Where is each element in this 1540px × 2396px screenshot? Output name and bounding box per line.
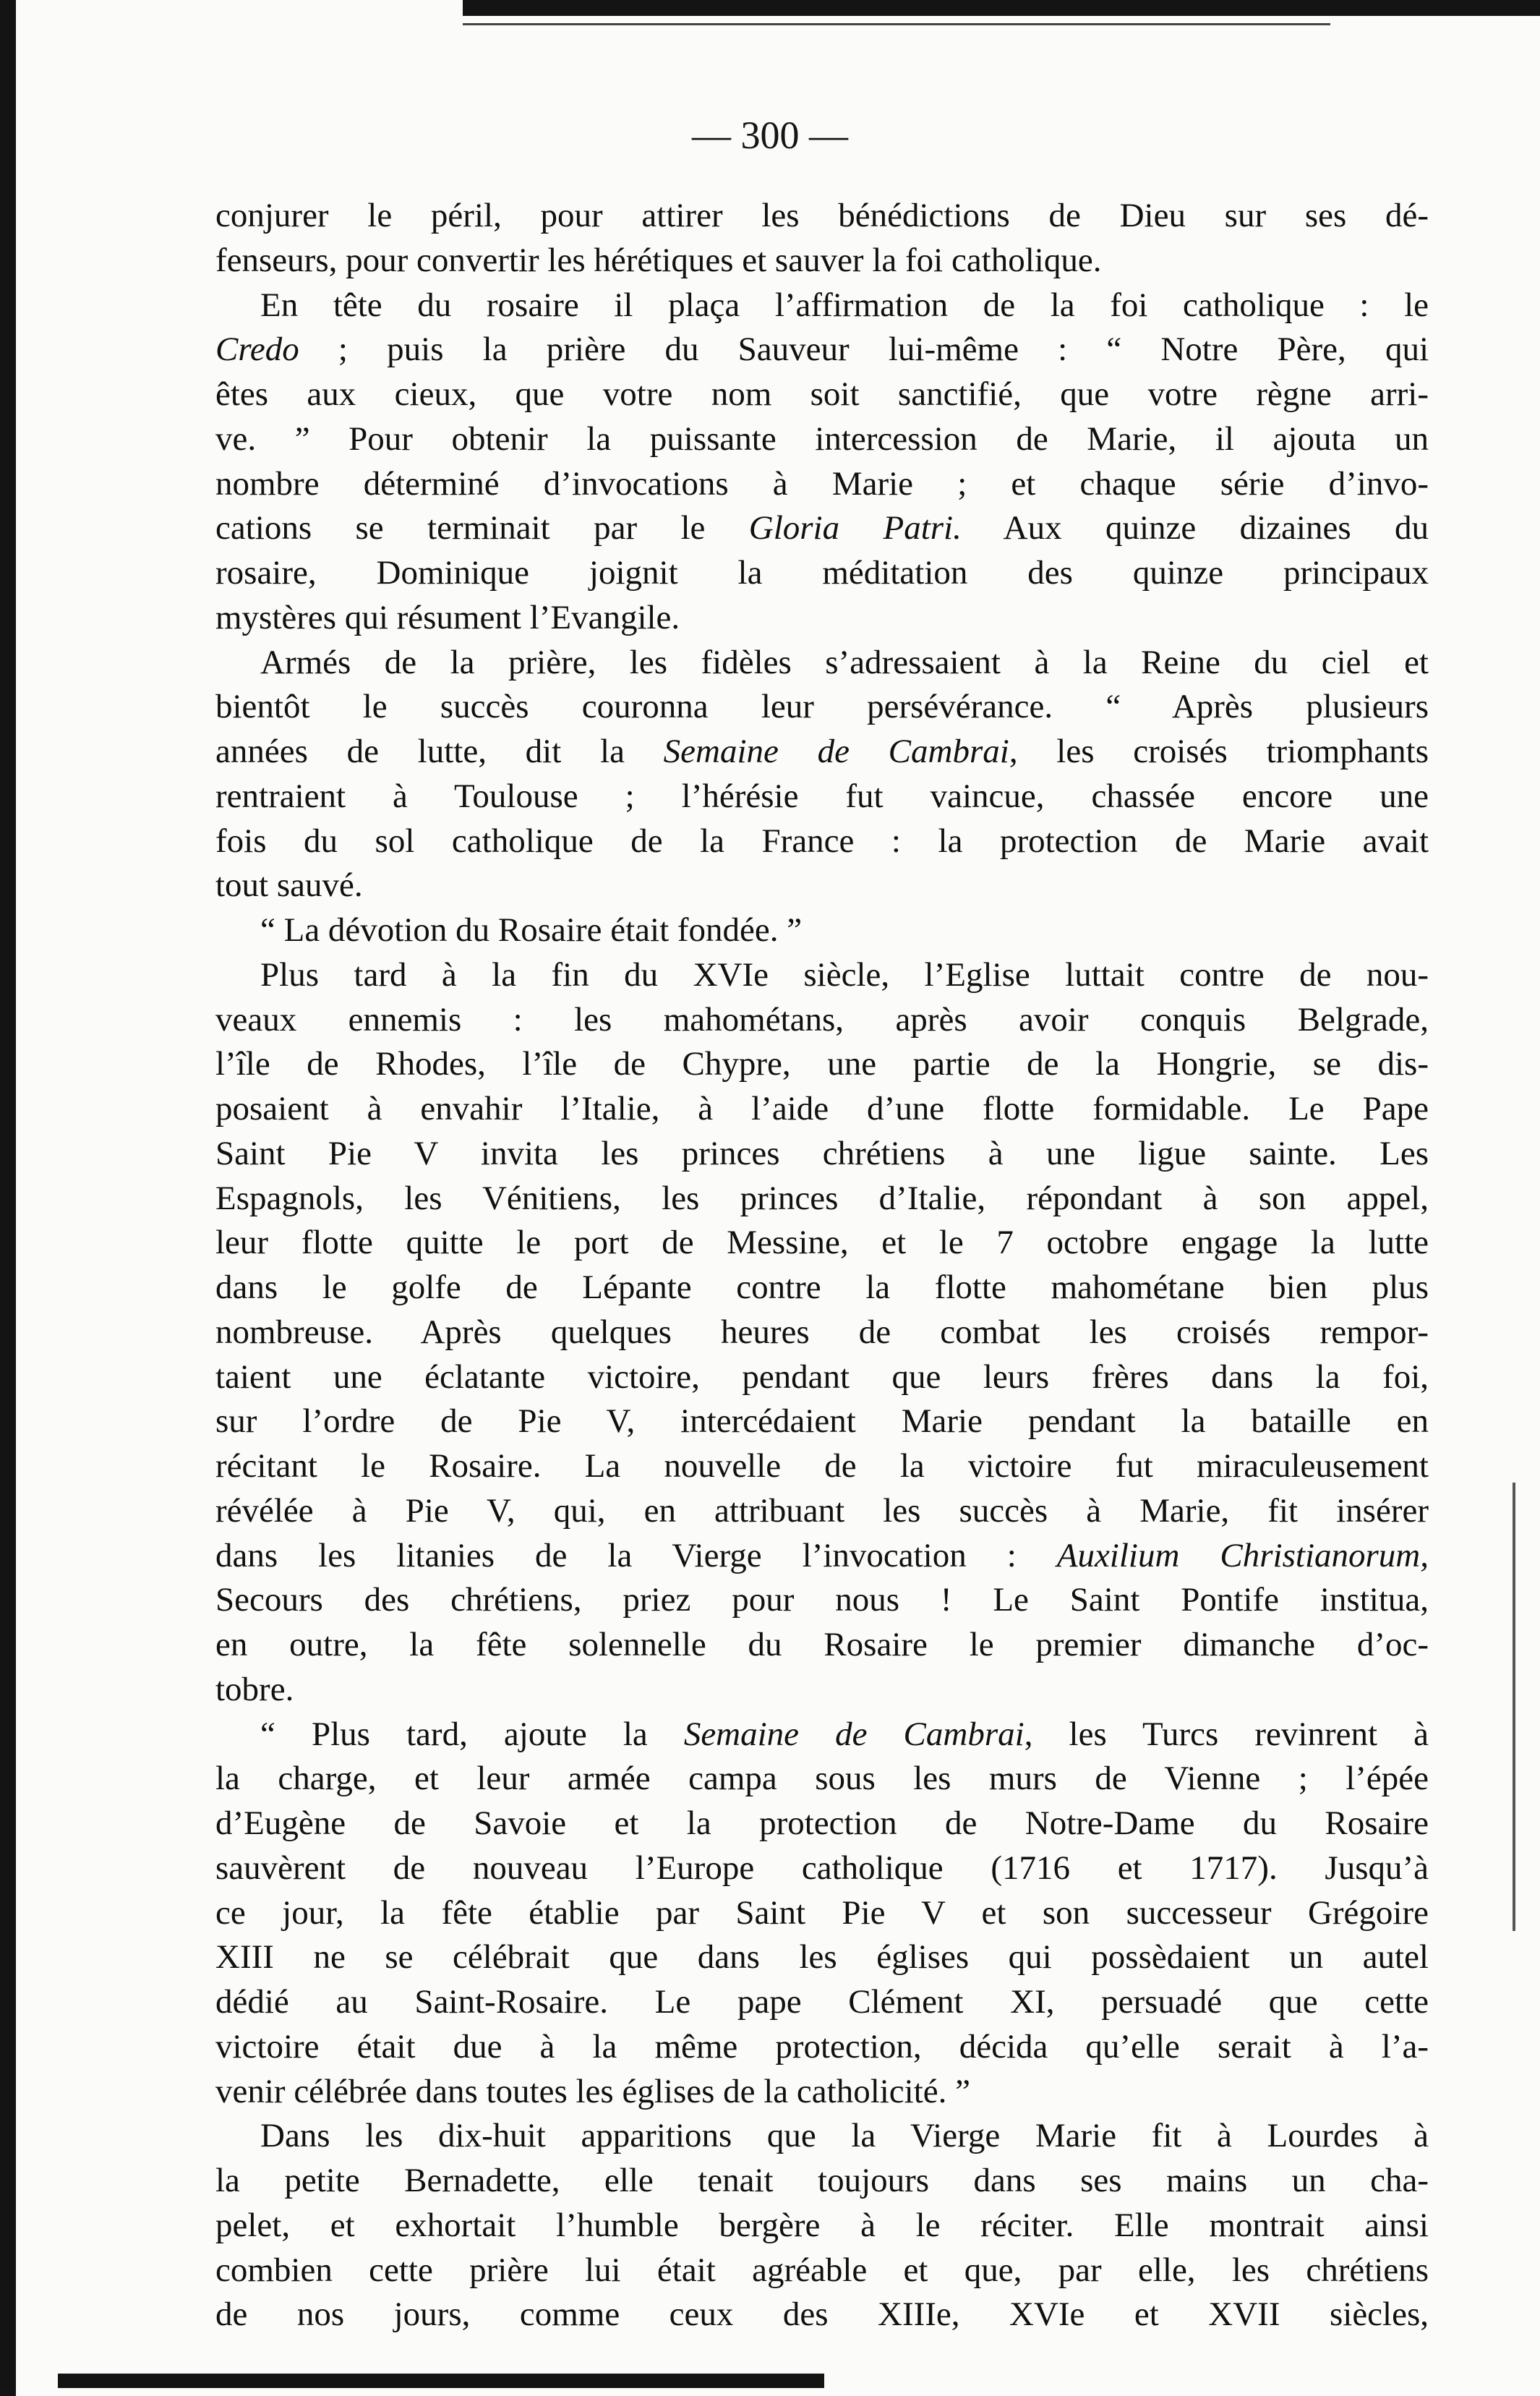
text-line — [215, 1087, 1429, 1132]
text-run: l’île de Rhodes, l’île de Chypre, une partie de la Hongrie, se dis- — [215, 1045, 1429, 1083]
text-line — [215, 1802, 1429, 1846]
text-run: la charge, et leur armée campa sous les murs de Vienne ; l’épée — [215, 1760, 1429, 1798]
text-run: dans le golfe de Lépante contre la flotte mahométane bien plus — [215, 1269, 1429, 1306]
scan-border-bottom — [58, 2374, 824, 2388]
text-line — [215, 1623, 1429, 1668]
text-run: fois du sol catholique de la France : la protection de Marie avait — [215, 822, 1429, 860]
text-line — [215, 1935, 1429, 1980]
text-run: fenseurs, pour convertir les hérétiques et sauver la foi catholique. — [215, 241, 1102, 279]
text-run: combien cette prière lui était agréable et que, par elle, les chrétiens — [215, 2251, 1429, 2289]
text-line — [215, 730, 1429, 775]
italic-text: Semaine de Cambrai — [663, 733, 1009, 770]
text-line — [215, 2025, 1429, 2070]
text-run: sauvèrent de nouveau l’Europe catholique (1716 et 1717). Jusqu’à — [215, 1849, 1429, 1887]
text-run: tout sauvé. — [215, 866, 363, 905]
text-line — [215, 685, 1429, 730]
text-run: mystères qui résument l’Evangile. — [215, 598, 680, 636]
text-line — [215, 1266, 1429, 1310]
text-line — [215, 462, 1429, 507]
text-line — [215, 1177, 1429, 1222]
text-run: , les Turcs revinrent à — [1024, 1715, 1429, 1753]
text-line — [215, 1042, 1429, 1087]
text-line — [215, 775, 1429, 819]
text-run: nombreuse. Après quelques heures de combat les croisés rempor- — [215, 1313, 1429, 1351]
text-line — [215, 2070, 1429, 2115]
text-run: veaux ennemis : les mahométans, après avoir conquis Belgrade, — [215, 1000, 1429, 1039]
text-line — [215, 1399, 1429, 1444]
text-run: années de lutte, dit la — [215, 733, 664, 770]
text-run: pelet, et exhortait l’humble bergère à le réciter. Elle montrait ainsi — [215, 2206, 1429, 2244]
text-line — [215, 2114, 1429, 2159]
text-run: taient une éclatante victoire, pendant que leurs frères dans la foi, — [215, 1357, 1429, 1396]
text-line — [215, 551, 1429, 596]
text-line — [215, 1310, 1429, 1355]
text-line — [215, 1578, 1429, 1623]
scan-edge-mark — [1513, 1483, 1515, 1931]
text-run: posaient à envahir l’Italie, à l’aide d’une flotte formidable. Le Pape — [215, 1090, 1429, 1127]
text-run: Plus tard à la fin du XVIe siècle, l’Eglise luttait contre de nou- — [260, 955, 1429, 994]
scan-border-top-rule — [463, 23, 1330, 25]
text-run: tobre. — [215, 1670, 294, 1708]
text-line — [215, 2204, 1429, 2248]
text-line — [215, 1221, 1429, 1266]
text-run: rentraient à Toulouse ; l’hérésie fut vaincue, chassée encore une — [215, 777, 1429, 815]
text-run: conjurer le péril, pour attirer les bénédictions de Dieu sur ses dé- — [215, 197, 1429, 234]
italic-text: Credo — [215, 331, 299, 369]
text-run: dans les litanies de la Vierge l’invocation : — [215, 1536, 1057, 1574]
text-line — [215, 2159, 1429, 2204]
text-line — [215, 1846, 1429, 1891]
text-line — [215, 1489, 1429, 1534]
text-run: nombre déterminé d’invocations à Marie ; et chaque série d’invo- — [215, 464, 1429, 503]
text-run: d’Eugène de Savoie et la protection de Notre-Dame du Rosaire — [215, 1804, 1429, 1842]
text-run: Saint Pie V invita les princes chrétiens à une ligue sainte. Les — [215, 1134, 1429, 1172]
text-run: êtes aux cieux, que votre nom soit sanctifié, que votre règne arri- — [215, 375, 1429, 413]
scan-border-top — [463, 0, 1540, 16]
italic-text: Auxilium Christianorum, — [1056, 1536, 1429, 1574]
text-run: venir célébrée dans toutes les églises de la catholicité. ” — [215, 2072, 971, 2110]
text-run: la petite Bernadette, elle tenait toujours dans ses mains un cha- — [215, 2162, 1429, 2199]
text-run: récitant le Rosaire. La nouvelle de la victoire fut miraculeusement — [215, 1447, 1429, 1485]
body-text — [215, 194, 1429, 2337]
text-line — [215, 596, 1429, 641]
text-line — [215, 2293, 1429, 2337]
text-run: En tête du rosaire il plaça l’affirmation de la foi catholique : le — [260, 286, 1429, 324]
text-line — [215, 1534, 1429, 1579]
text-run: ; puis la prière du Sauveur lui-même : “ Notre Père, qui — [299, 331, 1429, 369]
text-line — [215, 1668, 1429, 1713]
text-line — [215, 194, 1429, 239]
text-run: Armés de la prière, les fidèles s’adressaient à la Reine du ciel et — [260, 643, 1429, 681]
text-line — [215, 641, 1429, 686]
text-run: leur flotte quitte le port de Messine, et le 7 octobre engage la lutte — [215, 1224, 1429, 1262]
text-line — [215, 328, 1429, 372]
page-number: — 300 — — [692, 114, 848, 157]
italic-text: Gloria Patri. — [748, 509, 962, 547]
text-run: bientôt le succès couronna leur persévérance. “ Après plusieurs — [215, 688, 1429, 726]
text-line — [215, 2248, 1429, 2293]
text-run: Dans les dix-huit apparitions que la Vierge Marie fit à Lourdes à — [260, 2117, 1429, 2155]
text-run: Secours des chrétiens, priez pour nous ! Le Saint Pontife institua, — [215, 1581, 1429, 1619]
text-run: sur l’ordre de Pie V, intercédaient Marie pendant la bataille en — [215, 1402, 1429, 1441]
text-run: Espagnols, les Vénitiens, les princes d’Italie, répondant à son appel, — [215, 1179, 1429, 1217]
text-line — [215, 372, 1429, 417]
text-line — [215, 1713, 1429, 1757]
text-line — [215, 953, 1429, 998]
text-run: XIII ne se célébrait que dans les églises qui possèdaient un autel — [215, 1938, 1429, 1977]
text-line — [215, 864, 1429, 908]
text-line — [215, 1355, 1429, 1400]
text-line — [215, 1980, 1429, 2025]
text-line — [215, 1444, 1429, 1489]
text-run: ve. ” Pour obtenir la puissante intercession de Marie, il ajouta un — [215, 419, 1429, 458]
text-run: dédié au Saint-Rosaire. Le pape Clément XI, persuadé que cette — [215, 1983, 1429, 2021]
text-run: ce jour, la fête établie par Saint Pie V et son successeur Grégoire — [215, 1893, 1429, 1932]
scan-border-left — [0, 0, 16, 2396]
text-run: cations se terminait par le — [215, 509, 749, 547]
text-run: , les croisés triomphants — [1009, 733, 1429, 770]
text-run: victoire était due à la même protection, décida qu’elle serait à l’a- — [215, 2027, 1429, 2065]
text-run: “ La dévotion du Rosaire était fondée. ” — [260, 911, 803, 949]
text-line — [215, 239, 1429, 283]
text-line — [215, 998, 1429, 1043]
text-run: Aux quinze dizaines du — [961, 509, 1429, 547]
text-line — [215, 819, 1429, 864]
text-line — [215, 1891, 1429, 1936]
italic-text: Semaine de Cambrai — [683, 1715, 1024, 1753]
text-line — [215, 283, 1429, 328]
text-line — [215, 1757, 1429, 1802]
text-line — [215, 908, 1429, 953]
text-line — [215, 506, 1429, 551]
text-run: rosaire, Dominique joignit la méditation des quinze principaux — [215, 554, 1429, 592]
text-line — [215, 417, 1429, 462]
text-run: révélée à Pie V, qui, en attribuant les succès à Marie, fit insérer — [215, 1491, 1429, 1530]
text-run: en outre, la fête solennelle du Rosaire le premier dimanche d’oc- — [215, 1626, 1429, 1663]
text-run: de nos jours, comme ceux des XIIIe, XVIe et XVII siècles, — [215, 2295, 1429, 2334]
text-line — [215, 1132, 1429, 1177]
text-run: “ Plus tard, ajoute la — [260, 1715, 684, 1753]
